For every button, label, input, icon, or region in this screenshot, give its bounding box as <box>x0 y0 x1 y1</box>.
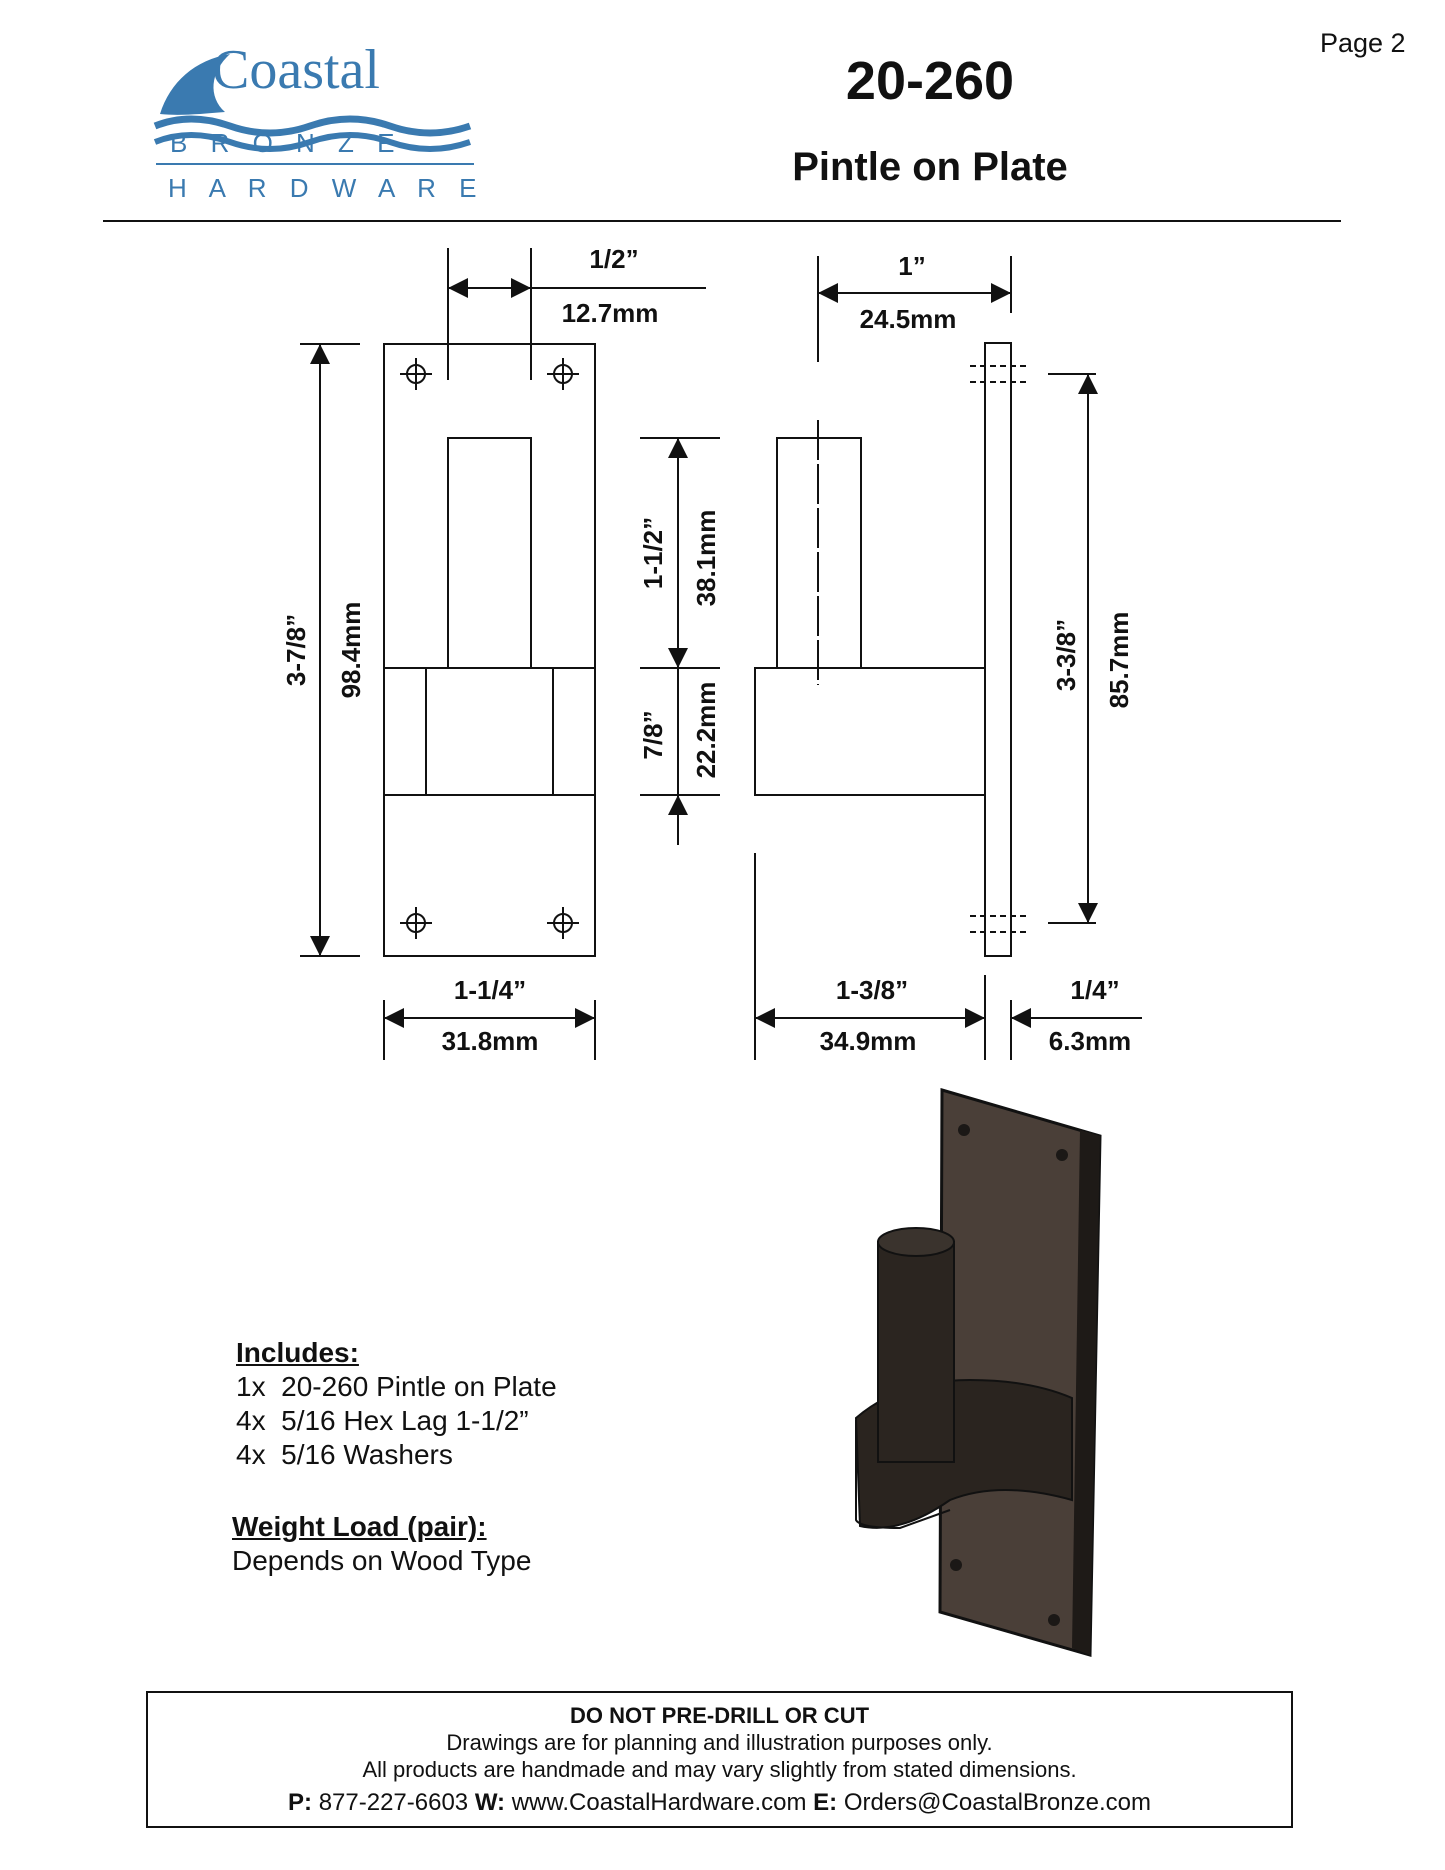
front-top-mm: 12.7mm <box>561 298 659 328</box>
weight-heading: Weight Load (pair): <box>232 1511 487 1542</box>
front-pin <box>448 438 531 668</box>
includes-item: 4x 5/16 Hex Lag 1-1/2” <box>236 1405 529 1436</box>
includes-heading: Includes: <box>236 1337 359 1368</box>
footer-notice <box>146 1691 1293 1828</box>
product-name: Pintle on Plate <box>792 145 1068 189</box>
side-depth-in: 1-3/8” <box>835 975 909 1005</box>
footer-disclaimer-1: Drawings are for planning and illustration purposes only. <box>446 1730 993 1755</box>
product-render <box>840 1080 1120 1660</box>
footer-warning: DO NOT PRE-DRILL OR CUT <box>569 1703 870 1728</box>
includes-section <box>236 1336 557 1472</box>
logo-hardware: H A R D W A R E <box>168 173 485 203</box>
front-plate <box>384 344 595 956</box>
side-depth-mm: 34.9mm <box>819 1026 917 1056</box>
mounting-hole-icon <box>400 358 579 939</box>
email-link[interactable]: Orders@CoastalBronze.com <box>843 1789 1151 1816</box>
front-pin-in: 1-1/2” <box>638 516 668 590</box>
side-holes-in: 3-3/8” <box>1051 618 1081 692</box>
weight-section <box>232 1510 531 1578</box>
product-code: 20-260 <box>845 51 1015 111</box>
weight-value: Depends on Wood Type <box>232 1545 532 1576</box>
front-height-mm: 98.4mm <box>336 601 366 699</box>
side-holes-mm: 85.7mm <box>1104 611 1134 709</box>
logo-bronze: B R O N Z E <box>170 128 403 158</box>
front-width-mm: 31.8mm <box>441 1026 539 1056</box>
front-knuckle-in: 7/8” <box>638 710 668 760</box>
front-top-in: 1/2” <box>589 244 639 274</box>
front-height-in: 3-7/8” <box>281 613 311 687</box>
includes-item: 1x 20-260 Pintle on Plate <box>236 1371 557 1402</box>
side-knuckle <box>755 668 985 795</box>
email-label: E: <box>813 1789 838 1816</box>
side-plate-mm: 6.3mm <box>1048 1026 1132 1056</box>
side-plate-in: 1/4” <box>1070 975 1120 1005</box>
front-width-in: 1-1/4” <box>453 975 527 1005</box>
phone-number[interactable]: 877-227-6603 <box>318 1789 469 1816</box>
website-link[interactable]: www.CoastalHardware.com <box>511 1789 807 1816</box>
front-pin-mm: 38.1mm <box>691 509 721 607</box>
side-top-mm: 24.5mm <box>859 304 957 334</box>
page-number: Page 2 <box>1320 28 1406 58</box>
front-knuckle-mm: 22.2mm <box>691 681 721 779</box>
footer-disclaimer-2: All products are handmade and may vary slightly from stated dimensions. <box>362 1757 1077 1782</box>
web-label: W: <box>474 1789 506 1816</box>
footer-contact <box>148 1787 1291 1819</box>
includes-item: 4x 5/16 Washers <box>236 1439 453 1470</box>
side-top-in: 1” <box>898 251 926 281</box>
phone-label: P: <box>288 1789 313 1816</box>
side-plate <box>985 343 1011 956</box>
logo-brand: Coastal <box>212 39 380 101</box>
